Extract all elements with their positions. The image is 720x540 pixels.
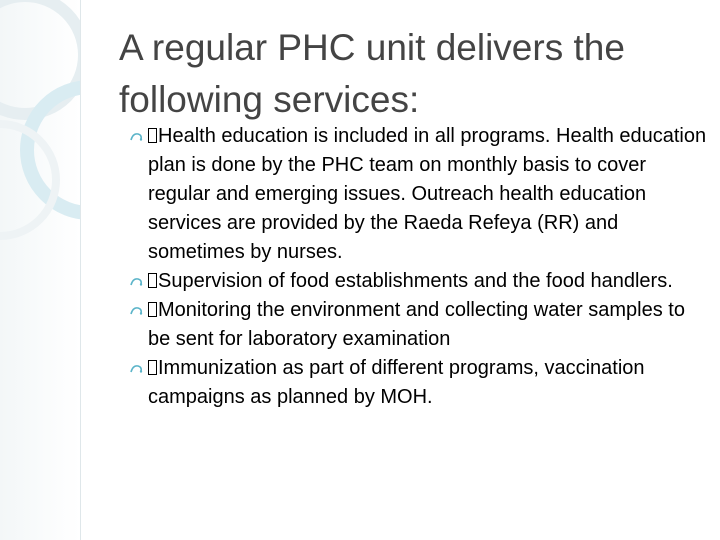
- bullet-item: [130, 296, 710, 354]
- bullet-text: Immunization as part of different programs, vaccination campaigns as planned by MOH.: [148, 357, 645, 408]
- decorative-sidebar: [0, 0, 81, 540]
- bullet-list: [130, 122, 710, 412]
- bullet-text: Supervision of food establishments and the food handlers.: [158, 270, 673, 292]
- bullet-text: Health education is included in all programs. Health education plan is done by the PHC team on monthly basis to cover regular and emerging issues. Outreach health education services are provided by the Raeda Refeya (RR) and sometimes by nurses.: [148, 125, 707, 263]
- missing-glyph-icon: [148, 273, 157, 288]
- bullet-item: [130, 267, 710, 296]
- bullet-swirl-icon: [130, 277, 143, 287]
- bullet-item: [130, 122, 710, 267]
- bullet-swirl-icon: [130, 306, 143, 316]
- bullet-swirl-icon: [130, 132, 143, 142]
- bullet-text: Monitoring the environment and collecting water samples to be sent for laboratory examination: [148, 299, 685, 350]
- missing-glyph-icon: [148, 128, 157, 143]
- slide-title: A regular PHC unit delivers the following services:: [119, 27, 625, 120]
- bullet-item: [130, 354, 710, 412]
- bullet-swirl-icon: [130, 364, 143, 374]
- missing-glyph-icon: [148, 360, 157, 375]
- missing-glyph-icon: [148, 302, 157, 317]
